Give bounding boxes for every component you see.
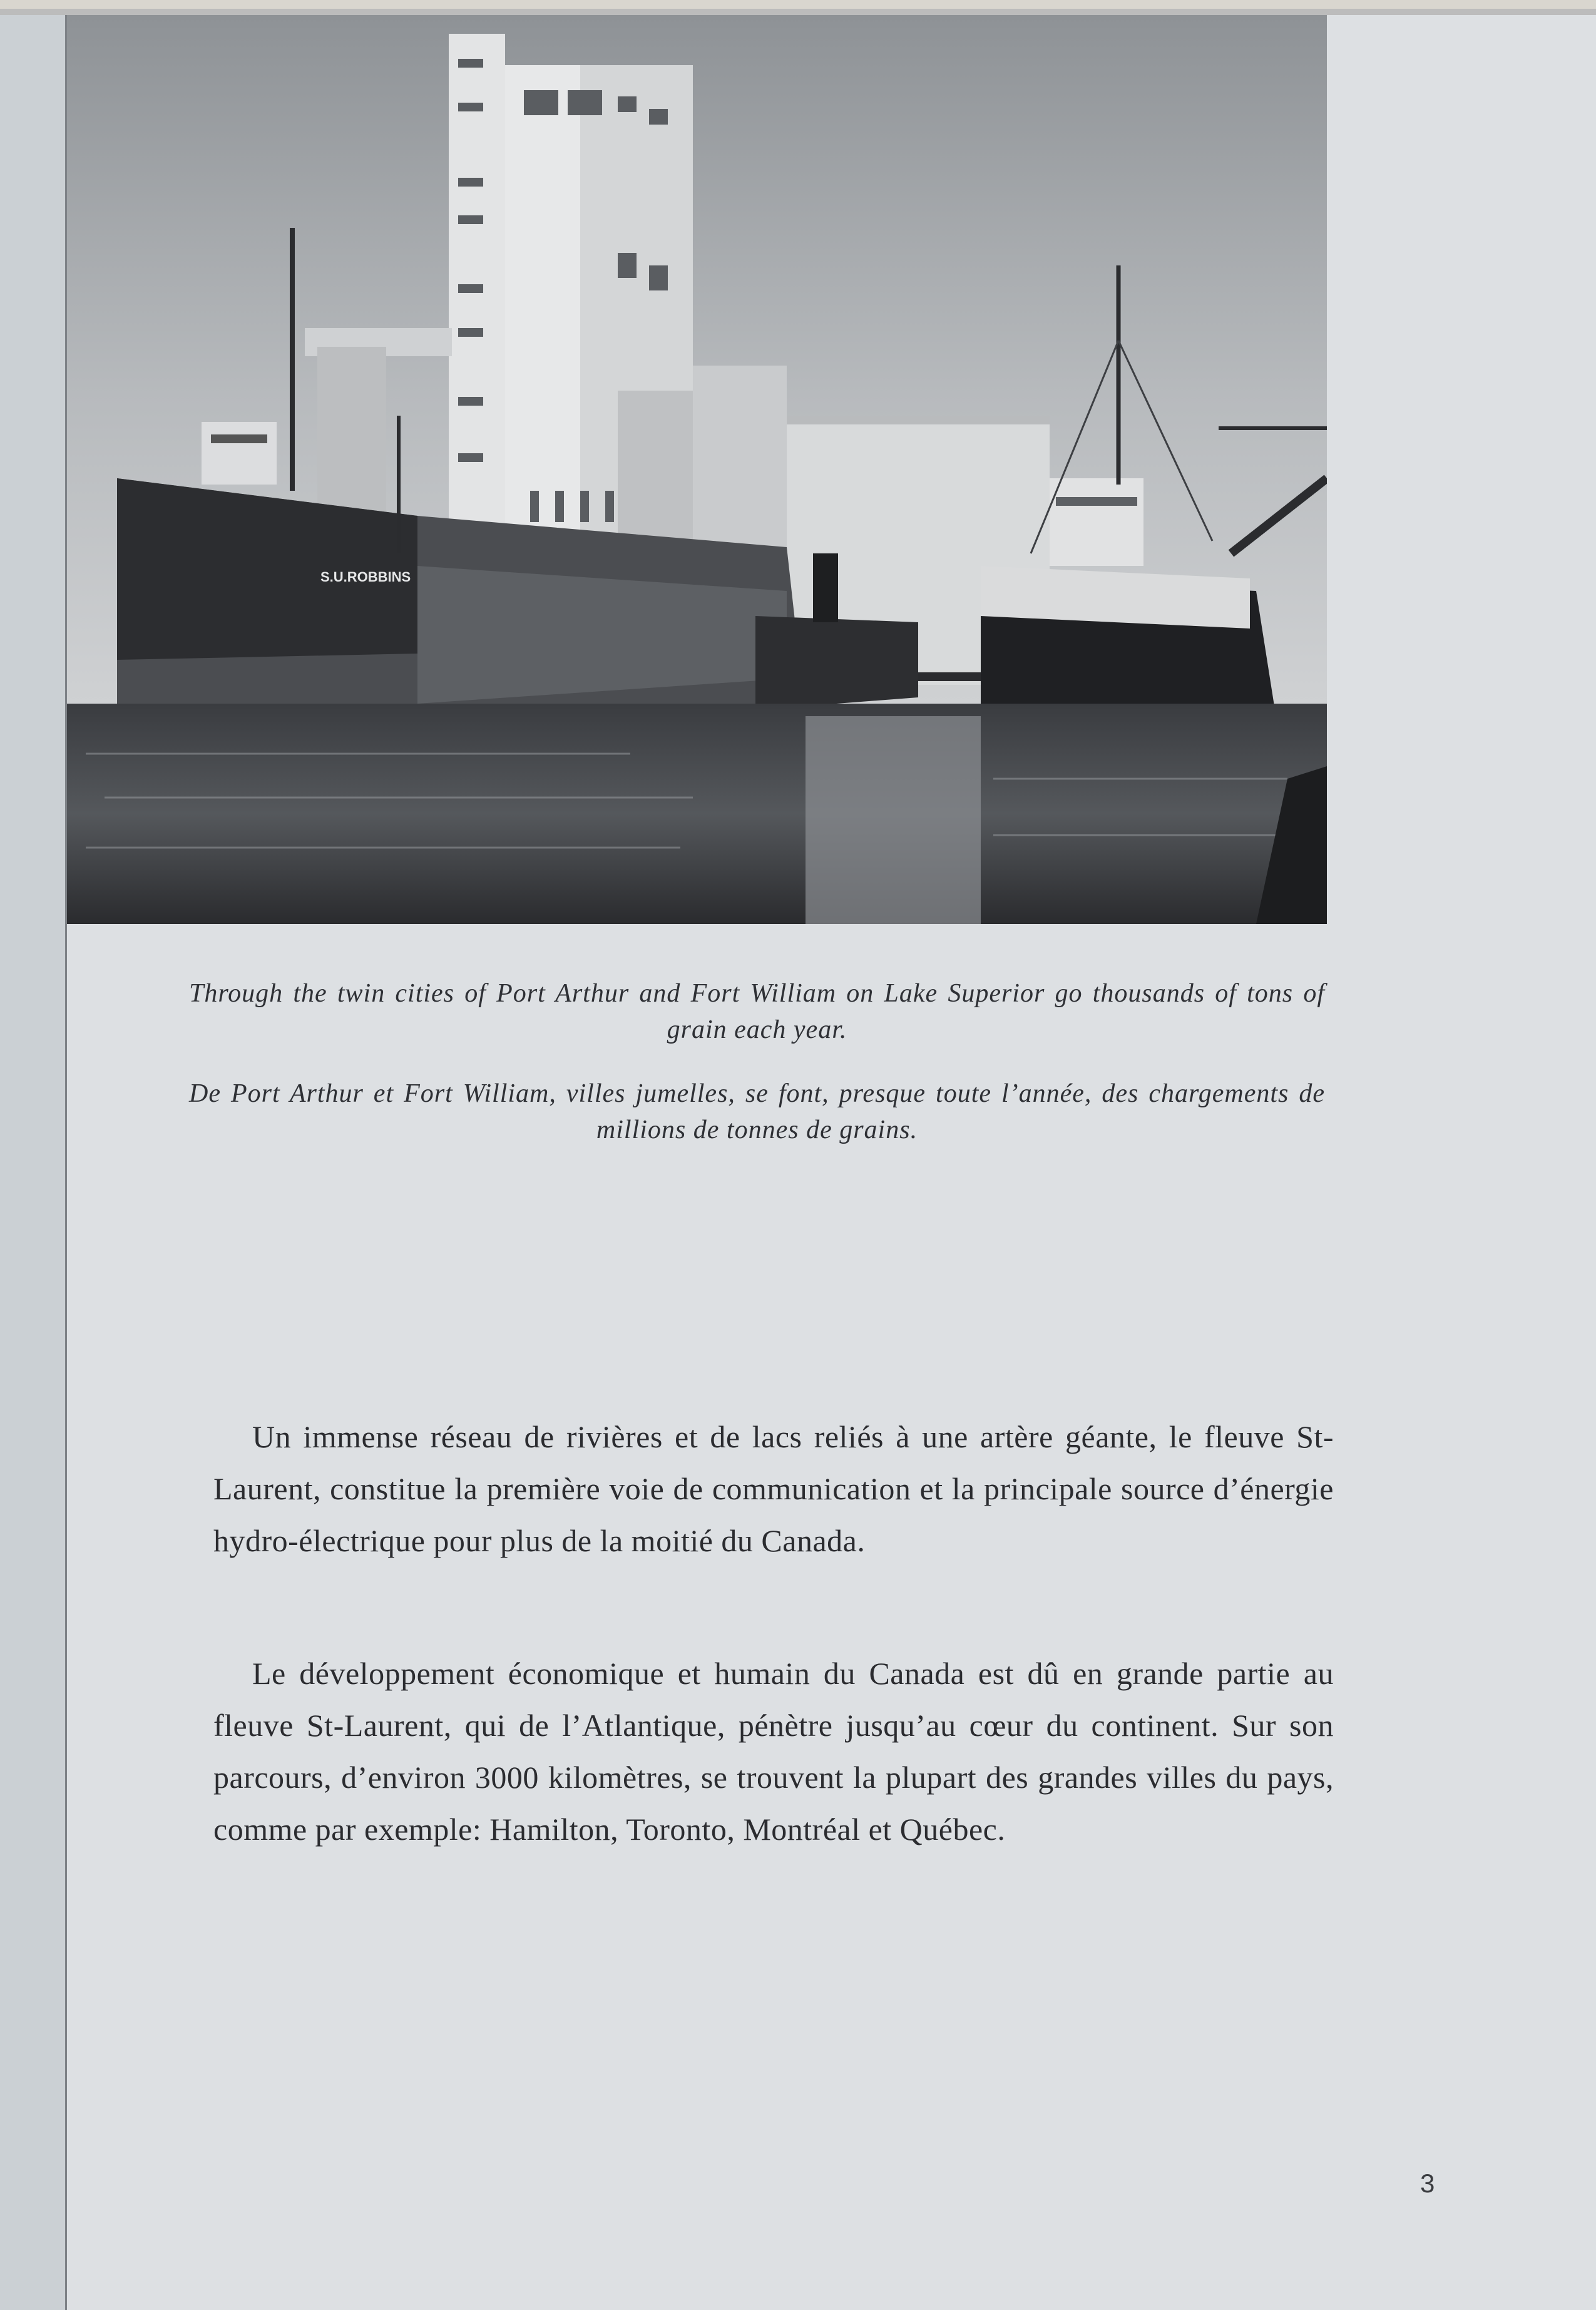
scan-top-edge [0, 0, 1596, 15]
book-page [67, 15, 1596, 2310]
harbor-water [67, 704, 1327, 924]
harbor-photo-illustration [67, 15, 1327, 924]
photo-caption-french: De Port Arthur et Fort William, villes jumelles, se font, presque toute l’année, des chargements de millions de tonnes de grains. [189, 1079, 1325, 1144]
book-spine [0, 15, 67, 2310]
harbor-photograph [67, 15, 1327, 924]
tug-boat [755, 616, 918, 710]
photo-caption-english: Through the twin cities of Port Arthur and Fort William on Lake Superior go thousands of tons of grain each year. [189, 979, 1325, 1044]
body-paragraph-1: Un immense réseau de rivières et de lacs reliés à une artère géante, le fleuve St-Laurent, constitue la première voie de communication et la principale source d’énergie hydro-électrique pour plus de la moitié du Canada. [213, 1419, 1334, 1558]
page-number: 3 [1420, 2169, 1435, 2198]
body-paragraph-2: Le développement économique et humain du Canada est dû en grande partie au fleuve St-Laurent, qui de l’Atlantique, pénètre jusqu’au cœur du continent. Sur son parcours, d’environ 3000 kilomètres, se trouvent la plupart des grandes villes du pays, comme par exemple: Hamilton, Toronto, Montréal et Québec. [213, 1656, 1334, 1847]
ship-name-label: S.U.ROBBINS [320, 569, 411, 585]
